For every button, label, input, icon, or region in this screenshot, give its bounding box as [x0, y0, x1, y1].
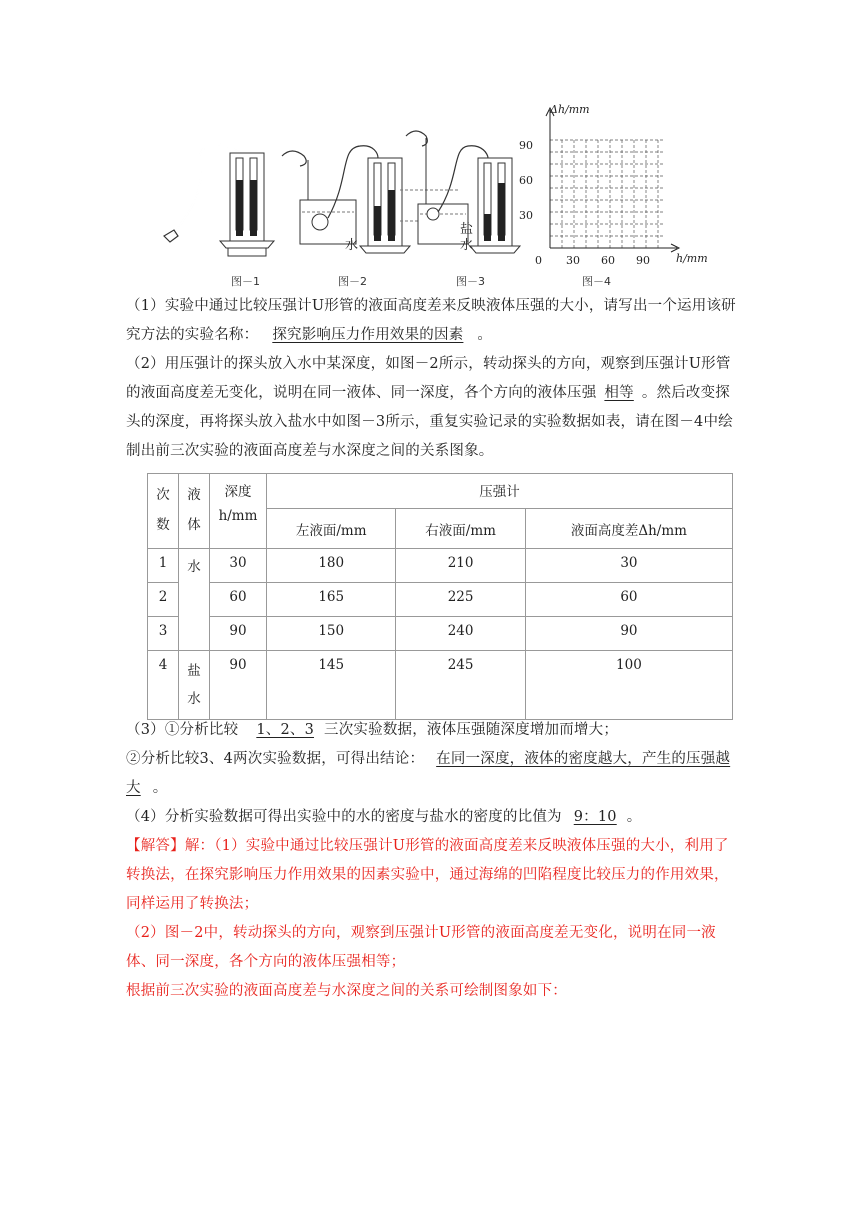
question-3: [126, 716, 736, 803]
cell-diff: 90: [525, 617, 732, 651]
table-row: [148, 549, 733, 583]
solution-p3: 根据前三次实验的液面高度差与水深度之间的关系可绘制图象如下：: [126, 983, 567, 999]
header-depth: 深度h/mm: [210, 474, 267, 549]
table-row: [148, 617, 733, 651]
cell-right: 240: [396, 617, 525, 651]
cell-index: 1: [148, 549, 179, 583]
cell-left: 165: [267, 583, 396, 617]
q1-answer: 探究影响压力作用效果的因素: [272, 327, 464, 343]
graph-y-tick-30: 30: [519, 209, 533, 222]
table-row: [148, 583, 733, 617]
q3-text-2: 三次实验数据，液体压强随深度增加而增大；: [324, 722, 619, 738]
cell-index: 4: [148, 651, 179, 720]
header-gauge: 压强计: [267, 474, 733, 509]
cell-right: 210: [396, 549, 525, 583]
question-4: [126, 803, 736, 832]
cell-diff: 60: [525, 583, 732, 617]
caption-figure-3: 图－3: [456, 275, 485, 288]
graph-y-label: Δh/mm: [550, 103, 590, 116]
q3-text: （3）①分析比较: [126, 722, 239, 738]
solution-p1: 解：（1）实验中通过比较压强计U形管的液面高度差来反映液体压强的大小，利用了转换法，在探究影响压力作用效果的因素实验中，通过海绵的凹陷程度比较压力的作用效果，同样运用了转换法；: [126, 838, 729, 912]
table-row: [148, 651, 733, 720]
cell-index: 2: [148, 583, 179, 617]
q3-end: 。: [152, 780, 168, 796]
header-left-level: 左液面/mm: [267, 509, 396, 549]
figure-2-water-label: 水: [345, 238, 359, 253]
question-2: [126, 350, 736, 466]
q3-answer-2: 在同一深度，液体的密度越大，产生的压强越大: [126, 751, 731, 796]
cell-left: 150: [267, 617, 396, 651]
figure-1-pressure-gauge: [164, 144, 274, 256]
cell-left: 145: [267, 651, 396, 720]
q3-text-3: ②分析比较3、4两次实验数据，可得出结论：: [126, 751, 425, 767]
cell-diff: 30: [525, 549, 732, 583]
graph-grid: [550, 140, 663, 248]
cell-depth: 60: [210, 583, 267, 617]
graph-x-label: h/mm: [676, 252, 708, 265]
graph-y-tick-90: 90: [519, 139, 533, 152]
q4-end: 。: [626, 809, 642, 825]
cell-depth: 90: [210, 617, 267, 651]
cell-diff: 100: [525, 651, 732, 720]
q1-end: 。: [477, 327, 493, 343]
experiment-data-table: [147, 473, 733, 720]
q4-text: （4）分析实验数据可得出实验中的水的密度与盐水的密度的比值为: [126, 809, 562, 825]
caption-figure-1: 图－1: [231, 275, 260, 288]
cell-liquid: 水: [179, 549, 210, 651]
q2-text-cont: 。然后改变探头的深度，再将探头放入盐水中如图－3所示，重复实验记录的实验数据如表，请在图－4中绘制出前三次实验的液面高度差与水深度之间的关系图象。: [126, 385, 733, 459]
q1-text: （1）实验中通过比较压强计U形管的液面高度差来反映液体压强的大小，请写出一个运用该研究方法的实验名称：: [126, 298, 736, 343]
graph-x-tick-90: 90: [636, 254, 650, 267]
caption-figure-4: 图－4: [582, 275, 611, 288]
cell-liquid: 盐水: [179, 651, 210, 720]
figure-4-graph: [515, 100, 720, 270]
graph-origin-label: 0: [535, 254, 542, 267]
graph-x-tick-60: 60: [601, 254, 615, 267]
q4-answer: 9：10: [573, 809, 617, 825]
q2-text: （2）用压强计的探头放入水中某深度，如图－2所示，转动探头的方向，观察到压强计U形管的液面高度差无变化，说明在同一液体、同一深度，各个方向的液体压强: [126, 356, 731, 401]
graph-y-tick-60: 60: [519, 174, 533, 187]
caption-figure-2: 图－2: [338, 275, 367, 288]
solution-tag: 【解答】: [126, 838, 185, 854]
solution-p2: （2）图－2中，转动探头的方向，观察到压强计U形管的液面高度差无变化，说明在同一液体、同一深度，各个方向的液体压强相等；: [126, 925, 716, 970]
graph-x-tick-30: 30: [566, 254, 580, 267]
cell-left: 180: [267, 549, 396, 583]
solution-section: [126, 832, 736, 1006]
header-level-diff: 液面高度差Δh/mm: [525, 509, 732, 549]
cell-depth: 30: [210, 549, 267, 583]
cell-right: 245: [396, 651, 525, 720]
header-liquid: 液体: [179, 474, 210, 549]
figure-3-water-label: 水: [460, 238, 474, 253]
q3-answer-1: 1、2、3: [256, 722, 315, 738]
header-index: 次数: [148, 474, 179, 549]
cell-index: 3: [148, 617, 179, 651]
cell-depth: 90: [210, 651, 267, 720]
header-right-level: 右液面/mm: [396, 509, 525, 549]
question-1: [126, 292, 736, 350]
figure-3-salt-label: 盐: [460, 222, 474, 237]
q2-answer: 相等: [604, 385, 634, 401]
cell-right: 225: [396, 583, 525, 617]
